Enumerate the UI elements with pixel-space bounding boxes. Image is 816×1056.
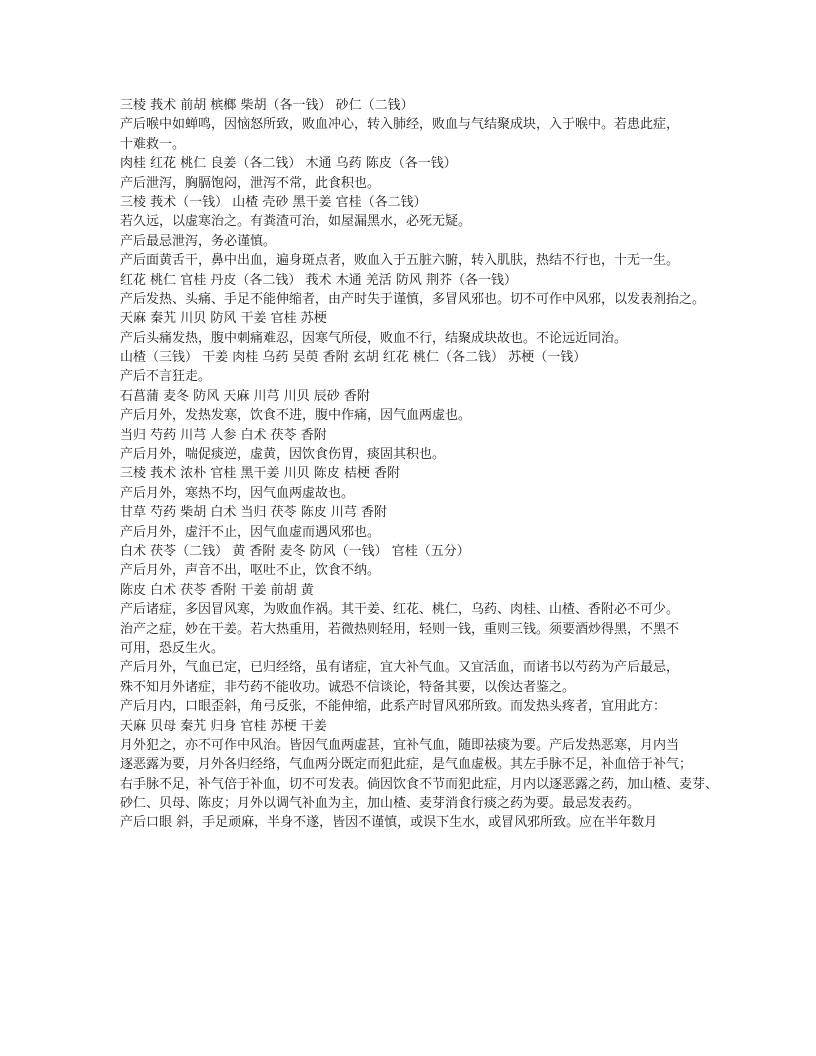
text-line: 月外犯之，亦不可作中风治。皆因气血两虚甚，宜补气血，随即祛痰为要。产后发热恶寒，月内当 bbox=[120, 737, 680, 753]
text-line: 三棱 莪术（一钱） 山楂 壳砂 黑干姜 官桂（各二钱） bbox=[120, 194, 427, 210]
text-line: 可用，恐反生火。 bbox=[120, 640, 225, 656]
document-body bbox=[120, 96, 719, 833]
text-line: 产后泄泻，胸膈饱闷，泄泻不常，此食积也。 bbox=[120, 175, 381, 191]
text-line: 若久远，以虚寒治之。有粪渣可治，如屋漏黑水，必死无疑。 bbox=[120, 214, 472, 230]
text-line: 陈皮 白术 茯苓 香附 干姜 前胡 黄 bbox=[120, 582, 314, 598]
text-line: 逐恶露为要，月外各归经络，气血两分既定而犯此症，是气血虚极。其左手脉不足，补血倍于补气； bbox=[120, 757, 693, 773]
text-line: 砂仁、贝母、陈皮；月外以调气补血为主，加山楂、麦芽消食行痰之药为要。最忌发表药。 bbox=[120, 796, 641, 812]
text-line: 产后口眼 斜，手足顽麻，半身不遂，皆因不谨慎，或误下生水，或冒风邪所致。应在半年数月 bbox=[120, 815, 658, 831]
text-line: 产后月外，发热发寒，饮食不进，腹中作痛，因气血两虚也。 bbox=[120, 408, 472, 424]
text-line: 产后月外，虚汗不止，因气血虚而遇风邪也。 bbox=[120, 524, 381, 540]
text-line: 产后喉中如蝉鸣，因恼怒所致，败血冲心，转入肺经，败血与气结聚成块，入于喉中。若患此症， bbox=[120, 117, 680, 133]
text-line: 产后月外，寒热不均，因气血两虚故也。 bbox=[120, 485, 355, 501]
text-line: 产后诸症，多因冒风寒，为败血作祸。其干姜、红花、桃仁，乌药、肉桂、山楂、香附必不可少。 bbox=[120, 602, 680, 618]
text-line: 产后月外，气血已定，已归经络，虽有诸症，宜大补气血。又宜活血，而诸书以芍药为产后最忌， bbox=[120, 660, 680, 676]
text-line: 山楂（三钱） 干姜 肉桂 乌药 吴萸 香附 玄胡 红花 桃仁（各二钱） 苏梗（一钱） bbox=[120, 350, 587, 366]
text-line: 产后月外，声音不出，呕吐不止，饮食不纳。 bbox=[120, 563, 381, 579]
text-line: 产后发热、头痛、手足不能伸缩者，由产时失于谨慎，多冒风邪也。切不可作中风邪，以发表剂抬之。 bbox=[120, 291, 706, 307]
text-line: 产后头痛发热，腹中刺痛难忍，因寒气所侵，败血不行，结聚成块故也。不论远近同治。 bbox=[120, 330, 628, 346]
text-line: 产后最忌泄泻，务必谨慎。 bbox=[120, 233, 277, 249]
text-line: 白术 茯苓（二钱） 黄 香附 麦冬 防风（一钱） 官桂（五分） bbox=[120, 543, 470, 559]
text-line: 三棱 莪术 浓朴 官桂 黑干姜 川贝 陈皮 桔梗 香附 bbox=[120, 466, 401, 482]
text-line: 产后月内，口眼歪斜，角弓反张，不能伸缩，此系产时冒风邪所致。而发热头疼者，宜用此方： bbox=[120, 699, 667, 715]
text-line: 肉桂 红花 桃仁 良姜（各二钱） 木通 乌药 陈皮（各一钱） bbox=[120, 156, 457, 172]
text-line: 甘草 芍药 柴胡 白术 当归 茯苓 陈皮 川芎 香附 bbox=[120, 505, 388, 521]
text-line: 十难救一。 bbox=[120, 136, 186, 152]
text-line: 石菖蒲 麦冬 防风 天麻 川芎 川贝 辰砂 香附 bbox=[120, 388, 370, 404]
text-line: 红花 桃仁 官桂 丹皮（各二钱） 莪术 木通 羌活 防风 荆芥（各一钱） bbox=[120, 272, 518, 288]
text-line: 产后不言狂走。 bbox=[120, 369, 212, 385]
text-line: 天麻 贝母 秦艽 归身 官桂 苏梗 干姜 bbox=[120, 718, 327, 734]
text-line: 天麻 秦艽 川贝 防风 干姜 官桂 苏梗 bbox=[120, 311, 327, 327]
text-line: 殊不知月外诸症，非芍药不能收功。诚恐不信谈论，特备其要，以俟达者鉴之。 bbox=[120, 679, 576, 695]
text-line: 三棱 莪术 前胡 槟榔 柴胡（各一钱） 砂仁（二钱） bbox=[120, 98, 414, 113]
text-line: 右手脉不足，补气倍于补血，切不可发表。倘因饮食不节而犯此症，月内以逐恶露之药，加山楂、麦芽、 bbox=[120, 776, 719, 792]
text-line: 当归 芍药 川芎 人参 白术 茯苓 香附 bbox=[120, 427, 327, 443]
text-line: 产后面黄舌干，鼻中出血，遍身斑点者，败血入于五脏六腑，转入肌肤，热结不行也，十无一生。 bbox=[120, 253, 680, 269]
text-line: 产后月外，喘促痰逆，虚黄，因饮食伤胃，痰固其积也。 bbox=[120, 447, 446, 463]
text-line: 治产之症，妙在干姜。若大热重用，若微热则轻用，轻则一钱，重则三钱。须要酒炒得黑，不黑不 bbox=[120, 621, 680, 637]
